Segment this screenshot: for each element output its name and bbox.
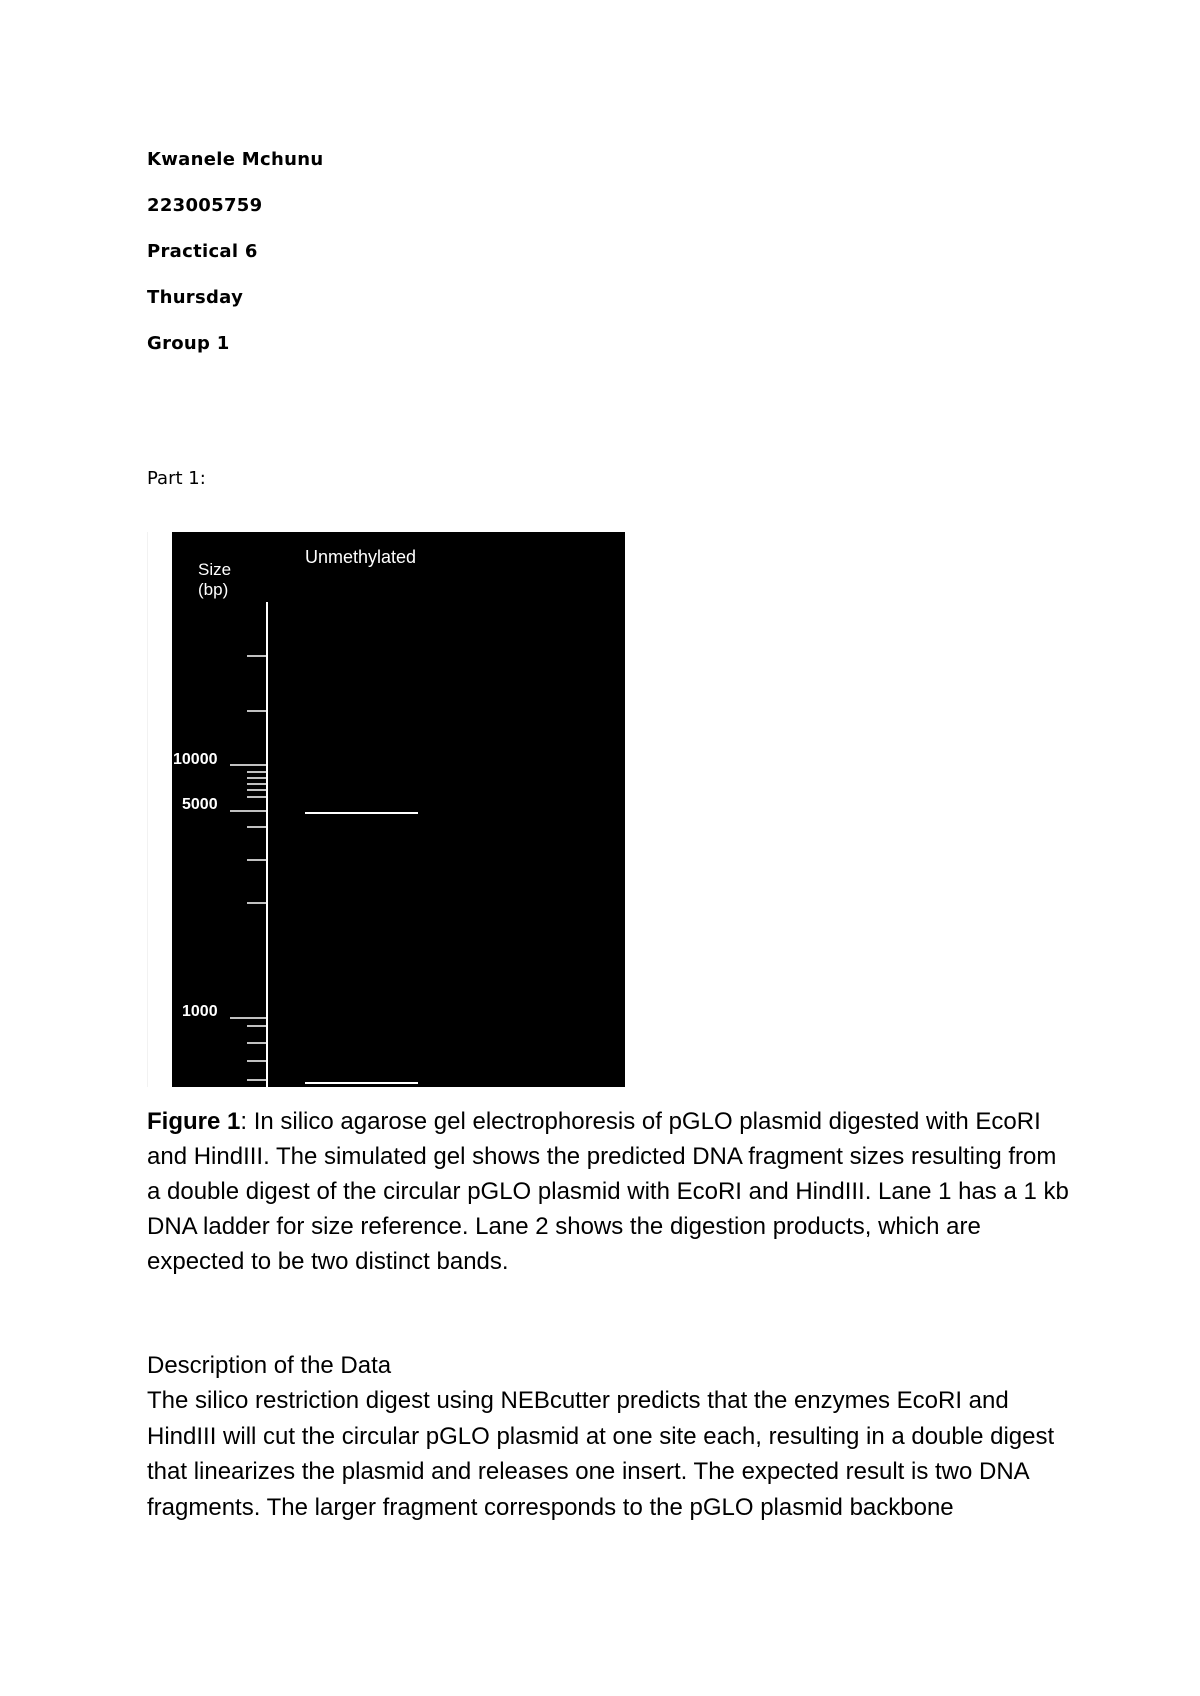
author-name: Kwanele Mchunu xyxy=(147,149,324,170)
lane-title: Unmethylated xyxy=(305,547,417,567)
figure-caption xyxy=(147,1104,1072,1279)
gel-image-frame xyxy=(147,532,625,1087)
ladder-label-1000: 1000 xyxy=(182,1003,218,1020)
size-label-line2: (bp) xyxy=(198,580,229,599)
size-label-line1: Size xyxy=(198,560,232,579)
ladder-label-5000: 5000 xyxy=(182,796,218,813)
day-label: Thursday xyxy=(147,287,244,308)
part-label: Part 1: xyxy=(147,468,206,489)
description-paragraph: The silico restriction digest using NEBcutter predicts that the enzymes EcoRI and HindIII will cut the circular pGLO plasmid at one site each, resulting in a double digest that linearizes the plasmid and releases one insert. The expected result is two DNA fragments. The larger fragment corresponds to the pGLO plasmid backbone xyxy=(147,1387,1055,1521)
figure-caption-text: : In silico agarose gel electrophoresis of pGLO plasmid digested with EcoRI and HindIII. The simulated gel shows the predicted DNA fragment sizes resulting from a double digest of the circular pGLO plasmid with EcoRI and HindIII. Lane 1 has a 1 kb DNA ladder for size reference. Lane 2 shows the digestion products, which are expected to be two distinct bands. xyxy=(147,1108,1069,1275)
section-heading: Description of the Data xyxy=(147,1352,392,1379)
practical-label: Practical 6 xyxy=(147,241,258,262)
student-number: 223005759 xyxy=(147,195,263,216)
gel-image xyxy=(172,532,625,1087)
gel-background xyxy=(172,532,625,1087)
group-label: Group 1 xyxy=(147,333,230,354)
figure-label: Figure 1 xyxy=(147,1108,241,1135)
ladder-label-10000: 10000 xyxy=(173,751,218,768)
